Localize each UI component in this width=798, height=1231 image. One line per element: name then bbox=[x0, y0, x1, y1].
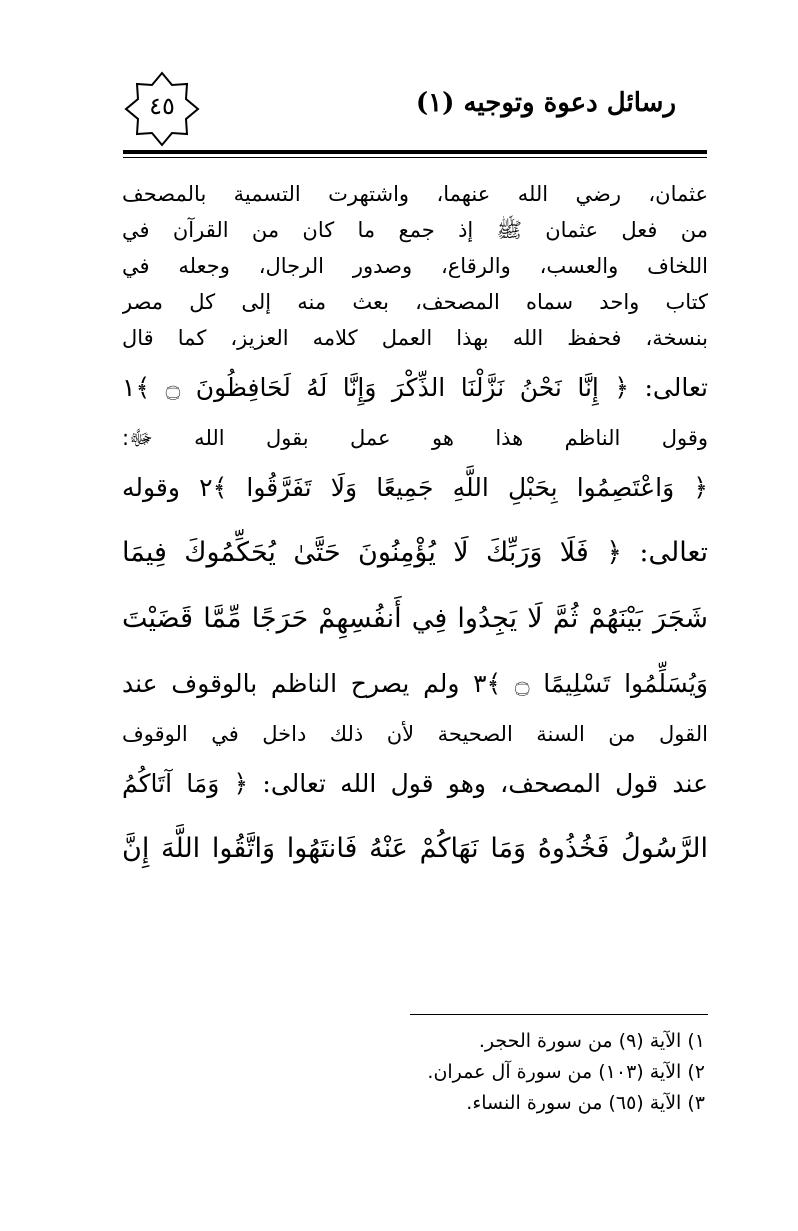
text-line: بنسخة، فحفظ الله بهذا العمل كلامه العزيز، كما قال bbox=[122, 326, 708, 350]
running-header-title: رسائل دعوة وتوجيه (١) bbox=[415, 88, 676, 118]
header-rule-thin bbox=[123, 157, 707, 158]
text-line: عثمان، رضي الله عنهما، واشتهرت التسمية بالمصحف bbox=[122, 182, 708, 206]
footnote-item: ٢) الآية (١٠٣) من سورة آل عمران. bbox=[427, 1061, 705, 1083]
footnote-item: ٣) الآية (٦٥) من سورة النساء. bbox=[466, 1092, 705, 1114]
page-number-badge bbox=[123, 70, 201, 148]
page-number: ٤٥ bbox=[149, 92, 175, 120]
main-text bbox=[122, 176, 708, 882]
text-line: كتاب واحد سماه المصحف، بعث منه إلى كل مصر bbox=[122, 290, 708, 314]
quran-verse-line: ﴿ وَاعْتَصِمُوا بِحَبْلِ اللَّهِ جَمِيعًا وَلَا تَفَرَّقُوا ﴾٢ وقوله bbox=[122, 473, 708, 502]
quran-verse-line: عند قول المصحف، وهو قول الله تعالى: ﴿ وَمَا آتَاكُمُ bbox=[122, 769, 708, 798]
quran-verse-line: شَجَرَ بَيْنَهُمْ ثُمَّ لَا يَجِدُوا فِي أَنفُسِهِمْ حَرَجًا مِّمَّا قَضَيْتَ bbox=[122, 603, 708, 634]
footnotes bbox=[345, 1026, 705, 1119]
footnote-item: ١) الآية (٩) من سورة الحجر. bbox=[478, 1030, 705, 1052]
footnote-separator bbox=[410, 1014, 708, 1015]
text-line: اللخاف والعسب، والرقاع، وصدور الرجال، وجعله في bbox=[122, 254, 708, 278]
header-rule-thick bbox=[123, 150, 707, 154]
quran-verse-line: وَيُسَلِّمُوا تَسْلِيمًا ۝ ﴾٣ ولم يصرح الناظم بالوقوف عند bbox=[122, 669, 708, 698]
quran-verse-line: الرَّسُولُ فَخُذُوهُ وَمَا نَهَاكُمْ عَنْهُ فَانتَهُوا وَاتَّقُوا اللَّهَ إِنَّ bbox=[122, 833, 708, 864]
text-line: القول من السنة الصحيحة لأن ذلك داخل في الوقوف bbox=[122, 722, 708, 746]
text-line: وقول الناظم هذا هو عمل بقول الله ﷻ: bbox=[122, 426, 708, 450]
text-line: من فعل عثمان ﷺ إذ جمع ما كان من القرآن في bbox=[122, 218, 708, 242]
quran-verse-line: تعالى: ﴿ إِنَّا نَحْنُ نَزَّلْنَا الذِّكْرَ وَإِنَّا لَهُ لَحَافِظُونَ ۝ ﴾١ bbox=[122, 373, 708, 402]
quran-verse-line: تعالى: ﴿ فَلَا وَرَبِّكَ لَا يُؤْمِنُونَ حَتَّىٰ يُحَكِّمُوكَ فِيمَا bbox=[122, 537, 708, 568]
